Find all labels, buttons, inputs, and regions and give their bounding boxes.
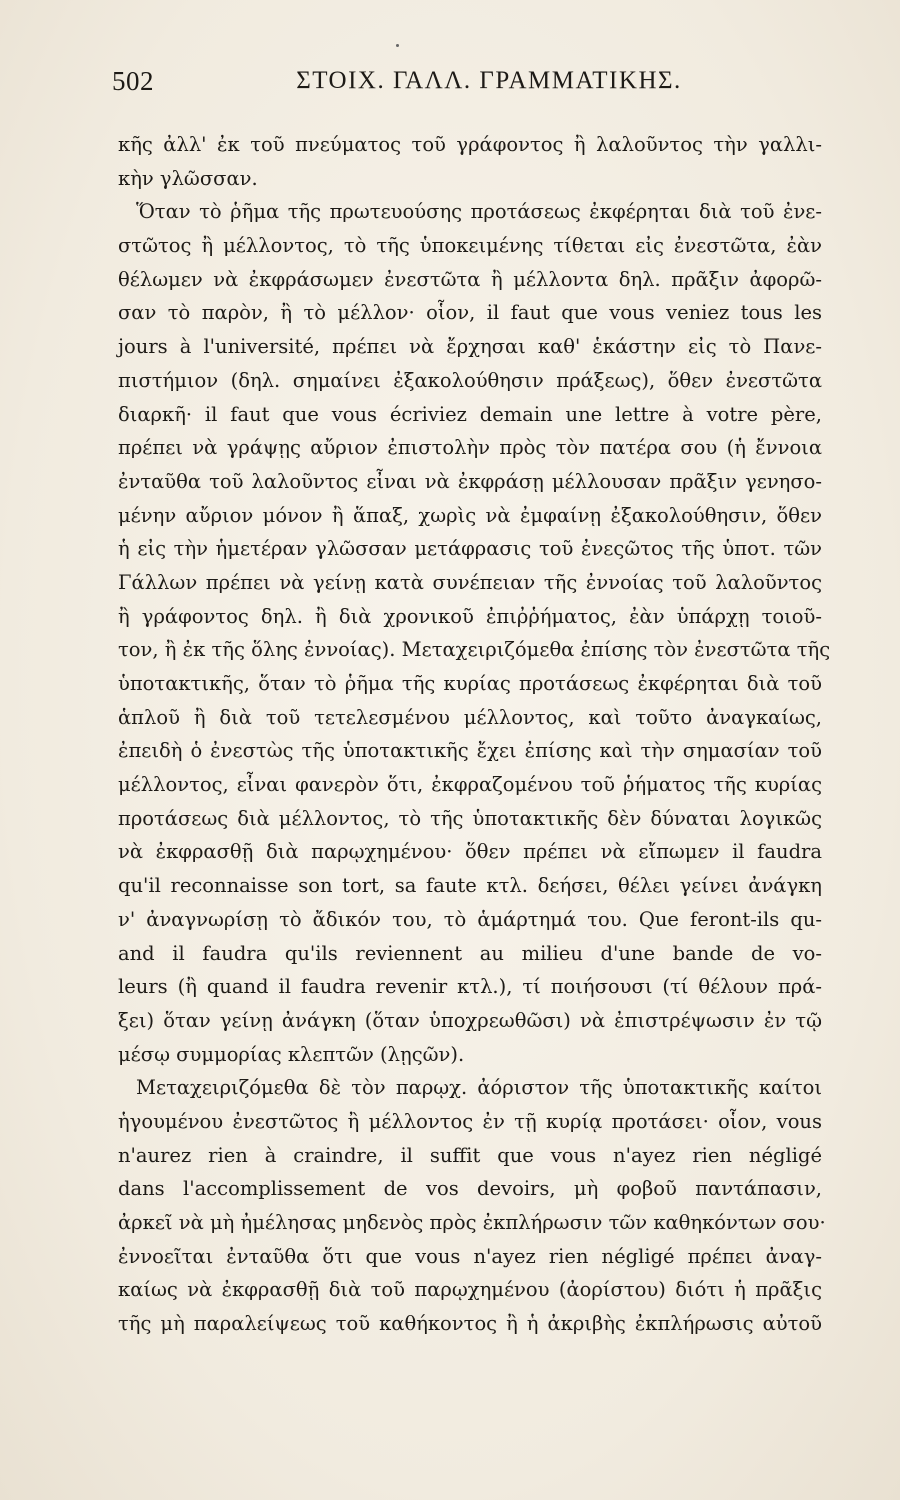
text-line: ἀρκεῖ νὰ μὴ ἠμέλησας μηδενὸς πρὸς ἐκπλήρωσιν τῶν καθηκόντων σου· — [118, 1211, 826, 1234]
body-text — [118, 128, 831, 1341]
text-line: τον, ἢ ἐκ τῆς ὅλης ἐννοίας). Μεταχειριζόμεθα ἐπίσης τὸν ἐνεστῶτα τῆς — [118, 638, 831, 662]
text-line: leurs (ἢ quand il faudra revenir κτλ.), τί ποιήσουσι (τί θέλουν πρά- — [118, 975, 822, 999]
text-line: θέλωμεν νὰ ἐκφράσωμεν ἐνεστῶτα ἢ μέλλοντα δηλ. πρᾶξιν ἀφορῶ- — [118, 267, 822, 291]
running-head: ΣΤΟΙΧ. ΓΑΛΛ. ΓΡΑΜΜΑΤΙΚΗΣ. — [296, 67, 682, 94]
text-line: ν' ἀναγνωρίσῃ τὸ ἄδικόν του, τὸ ἁμάρτημά του. Que feront-ils qu- — [118, 907, 822, 931]
text-line: jours à l'université, πρέπει νὰ ἔρχησαι καθ' ἑκάστην εἰς τὸ Πανε- — [118, 335, 822, 359]
text-line: ἐνταῦθα τοῦ λαλοῦντος εἶναι νὰ ἐκφράσῃ μέλλουσαν πρᾶξιν γενησο- — [118, 469, 822, 493]
text-line: ὑποτακτικῆς, ὅταν τὸ ῥῆμα τῆς κυρίας προτάσεως ἐκφέρηται διὰ τοῦ — [118, 672, 822, 695]
text-line: πρέπει νὰ γράψῃς αὔριον ἐπιστολὴν πρὸς τὸν πατέρα σου (ἡ ἔννοια — [118, 436, 822, 460]
text-line: ἐπειδὴ ὁ ἐνεστὼς τῆς ὑποτακτικῆς ἔχει ἐπίσης καὶ τὴν σημασίαν τοῦ — [118, 739, 822, 763]
text-line: μέλλοντος, εἶναι φανερὸν ὅτι, ἐκφραζομένου τοῦ ῥήματος τῆς κυρίας — [118, 773, 822, 797]
text-line: νὰ ἐκφρασθῇ διὰ παρῳχημένου· ὅθεν πρέπει νὰ εἴπωμεν il faudra — [118, 840, 822, 864]
text-line: Μεταχειριζόμεθα δὲ τὸν παρῳχ. ἀόριστον τῆς ὑποτακτικῆς καίτοι — [136, 1076, 822, 1100]
text-line: ἢ γράφοντος δηλ. ἢ διὰ χρονικοῦ ἐπιῤῥήματος, ἐὰν ὑπάρχῃ τοιοῦ- — [118, 604, 822, 628]
page-header — [112, 66, 826, 106]
text-line: ξει) ὅταν γείνῃ ἀνάγκη (ὅταν ὑποχρεωθῶσι) νὰ ἐπιστρέψωσιν ἐν τῷ — [118, 1008, 822, 1032]
text-line: μέσῳ συμμορίας κλεπτῶν (λῃςῶν). — [118, 1042, 465, 1066]
text-line: ἁπλοῦ ἢ διὰ τοῦ τετελεσμένου μέλλοντος, καὶ τοῦτο ἀναγκαίως, — [118, 705, 822, 729]
text-line: ἡγουμένου ἐνεστῶτος ἢ μέλλοντος ἐν τῇ κυρίᾳ προτάσει· οἷον, vous — [118, 1109, 822, 1133]
text-line: ἡ εἰς τὴν ἡμετέραν γλῶσσαν μετάφρασις τοῦ ἐνεςῶτος τῆς ὑποτ. τῶν — [118, 537, 822, 561]
text-line: στῶτος ἢ μέλλοντος, τὸ τῆς ὑποκειμένης τίθεται εἰς ἐνεστῶτα, ἐὰν — [118, 234, 822, 258]
text-line: τῆς μὴ παραλείψεως τοῦ καθήκοντος ἢ ἡ ἀκριβὴς ἐκπλήρωσις αὐτοῦ — [118, 1312, 822, 1336]
text-line: κῆς ἀλλ' ἐκ τοῦ πνεύματος τοῦ γράφοντος ἢ λαλοῦντος τὴν γαλλι- — [118, 133, 822, 156]
text-line: μένην αὔριον μόνον ἢ ἅπαξ, χωρὶς νὰ ἐμφαίνῃ ἐξακολούθησιν, ὅθεν — [118, 503, 822, 527]
text-line: n'aurez rien à craindre, il suffit que vous n'ayez rien négligé — [118, 1143, 822, 1167]
print-speck — [396, 44, 399, 47]
text-line: and il faudra qu'ils reviennent au milieu d'une bande de vo- — [118, 941, 822, 965]
text-line: dans l'accomplissement de vos devoirs, μὴ φοβοῦ παντάπασιν, — [118, 1177, 822, 1201]
text-line: διαρκῆ· il faut que vous écriviez demain une lettre à votre père, — [118, 402, 822, 426]
text-line: πιστήμιον (δηλ. σημαίνει ἐξακολούθησιν πράξεως), ὅθεν ἐνεστῶτα — [118, 368, 822, 392]
text-line: Ὅταν τὸ ῥῆμα τῆς πρωτευούσης προτάσεως ἐκφέρηται διὰ τοῦ ἐνε- — [136, 200, 822, 224]
text-line: κὴν γλῶσσαν. — [118, 166, 258, 190]
text-line: qu'il reconnaisse son tort, sa faute κτλ. δεήσει, θέλει γείνει ἀνάγκη — [118, 874, 822, 898]
text-line: σαν τὸ παρὸν, ἢ τὸ μέλλον· οἷον, il faut que vous veniez tous les — [118, 301, 822, 325]
text-line: προτάσεως διὰ μέλλοντος, τὸ τῆς ὑποτακτικῆς δὲν δύναται λογικῶς — [118, 806, 822, 830]
text-line: Γάλλων πρέπει νὰ γείνῃ κατὰ συνέπειαν τῆς ἐννοίας τοῦ λαλοῦντος — [118, 570, 822, 594]
page-number: 502 — [112, 66, 154, 96]
text-line: ἐννοεῖται ἐνταῦθα ὅτι que vous n'ayez rien négligé πρέπει ἀναγ- — [118, 1244, 822, 1268]
text-line: καίως νὰ ἐκφρασθῇ διὰ τοῦ παρῳχημένου (ἀορίστου) διότι ἡ πρᾶξις — [118, 1278, 822, 1302]
